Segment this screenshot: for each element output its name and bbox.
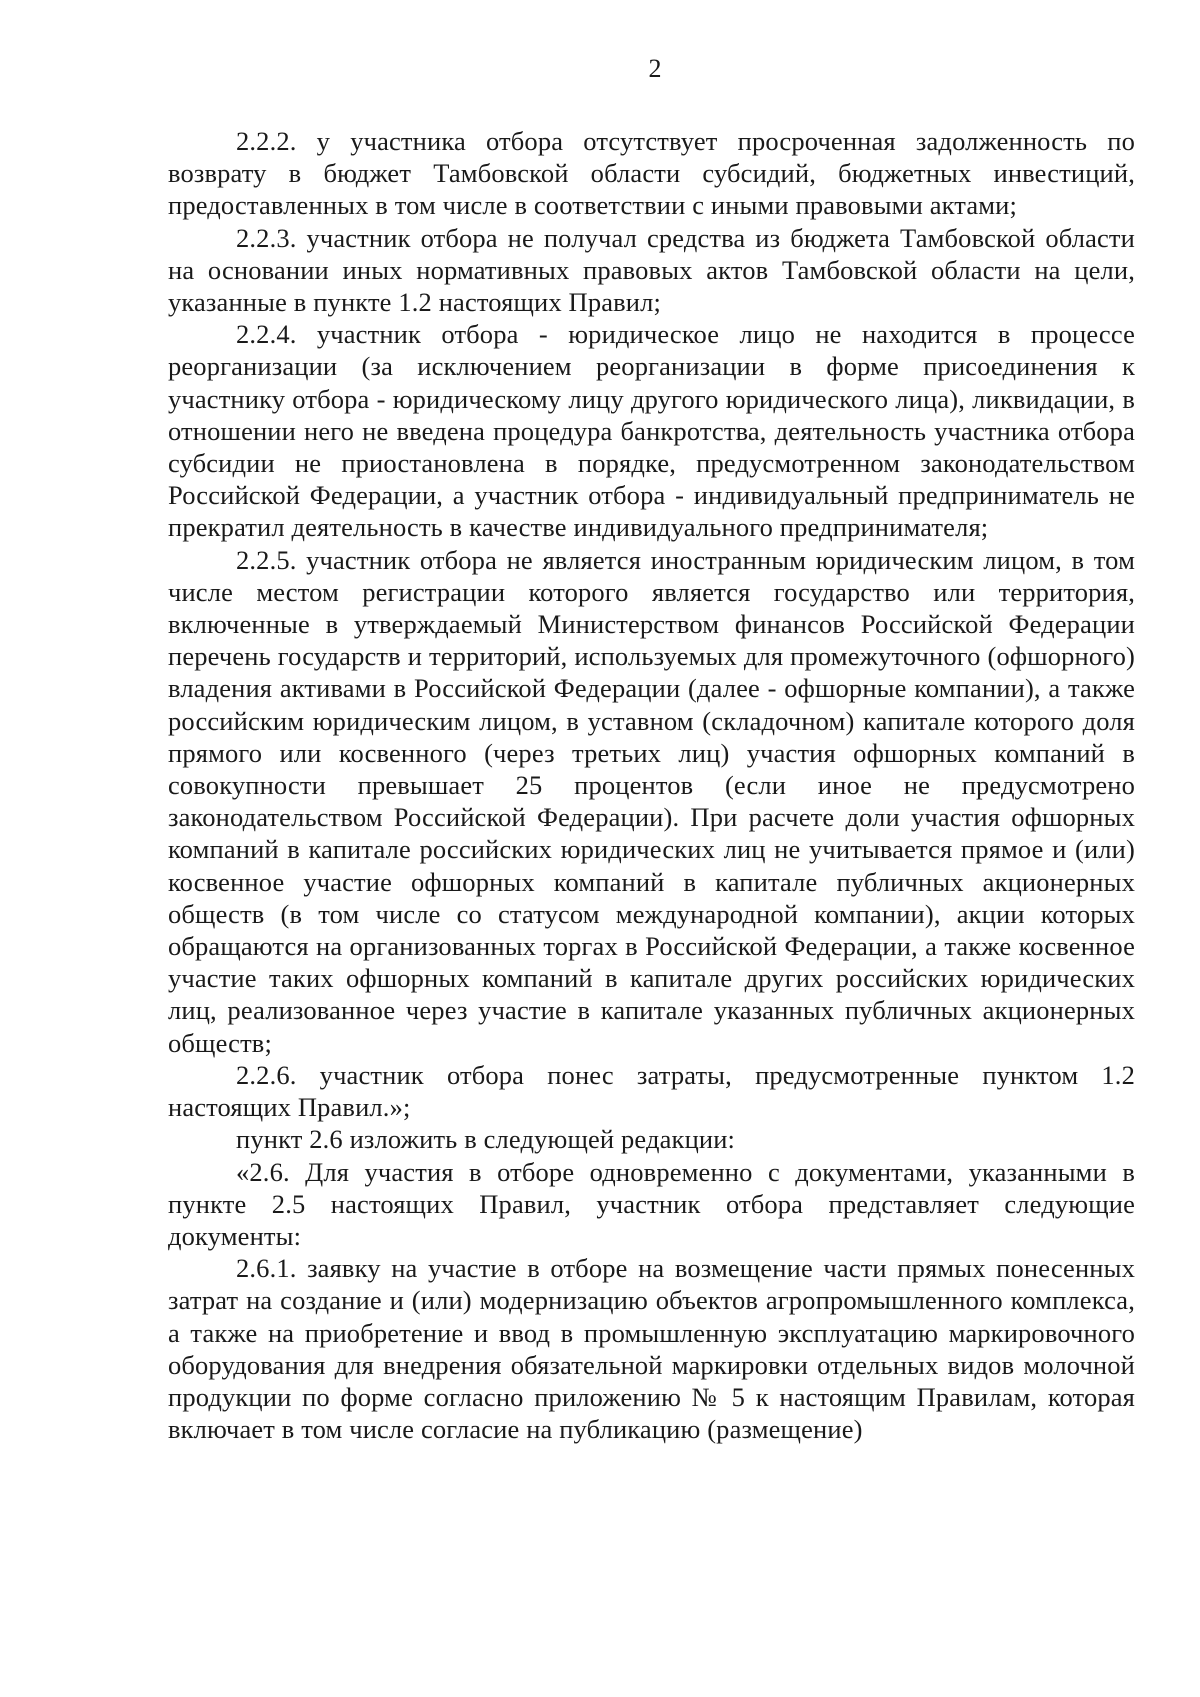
paragraph-2-2-5: 2.2.5. участник отбора не является иностранным юридическим лицом, в том числе местом регистрации которого является государство или территория, включенные в утверждаемый Министерством финансов Российской Федерации перечень государств и территорий, используемых для промежуточного (офшорного) владения активами в Российской Федерации (далее - офшорные компании), а также российским юридическим лицом, в уставном (складочном) капитале которого доля прямого или косвенного (через третьих лиц) участия офшорных компаний в совокупности превышает 25 процентов (если иное не предусмотрено законодательством Российской Федерации). При расчете доли участия офшорных компаний в капитале российских юридических лиц не учитывается прямое и (или) косвенное участие офшорных компаний в капитале публичных акционерных обществ (в том числе со статусом международной компании), акции которых обращаются на организованных торгах в Российской Федерации, а также косвенное участие таких офшорных компаний в капитале других российских юридических лиц, реализованное через участие в капитале указанных публичных акционерных обществ; <box>168 544 1135 1058</box>
paragraph-2-6-1: 2.6.1. заявку на участие в отборе на возмещение части прямых понесенных затрат на создание и (или) модернизацию объектов агропромышленного комплекса, а также на приобретение и ввод в промышленную эксплуатацию маркировочного оборудования для внедрения обязательной маркировки отдельных видов молочной продукции по форме согласно приложению № 5 к настоящим Правилам, которая включает в том числе согласие на публикацию (размещение) <box>168 1253 1135 1445</box>
paragraph-2-6: «2.6. Для участия в отборе одновременно с документами, указанными в пункте 2.5 настоящих Правил, участник отбора представляет следующие документы: <box>168 1156 1135 1251</box>
paragraph-amendment-intro: пункт 2.6 изложить в следующей редакции: <box>236 1124 736 1155</box>
paragraph-2-2-2: 2.2.2. у участника отбора отсутствует просроченная задолженность по возврату в бюджет Тамбовской области субсидий, бюджетных инвестиций, предоставленных в том числе в соответствии с иными правовыми актами; <box>168 126 1135 221</box>
paragraph-2-2-4: 2.2.4. участник отбора - юридическое лицо не находится в процессе реорганизации (за исключением реорганизации в форме присоединения к участнику отбора - юридическому лицу другого юридического лица), ликвидации, в отношении него не введена процедура банкротства, деятельность участника отбора субсидии не приостановлена в порядке, предусмотренном законодательством Российской Федерации, а участник отбора - индивидуальный предприниматель не прекратил деятельность в качестве индивидуального предпринимателя; <box>168 319 1135 543</box>
document-body <box>168 125 1135 1445</box>
paragraph-2-2-6: 2.2.6. участник отбора понес затраты, предусмотренные пунктом 1.2 настоящих Правил.»; <box>168 1059 1135 1123</box>
paragraph-2-2-3: 2.2.3. участник отбора не получал средства из бюджета Тамбовской области на основании иных нормативных правовых актов Тамбовской области на цели, указанные в пункте 1.2 настоящих Правил; <box>168 222 1135 318</box>
page-number: 2 <box>648 54 662 83</box>
